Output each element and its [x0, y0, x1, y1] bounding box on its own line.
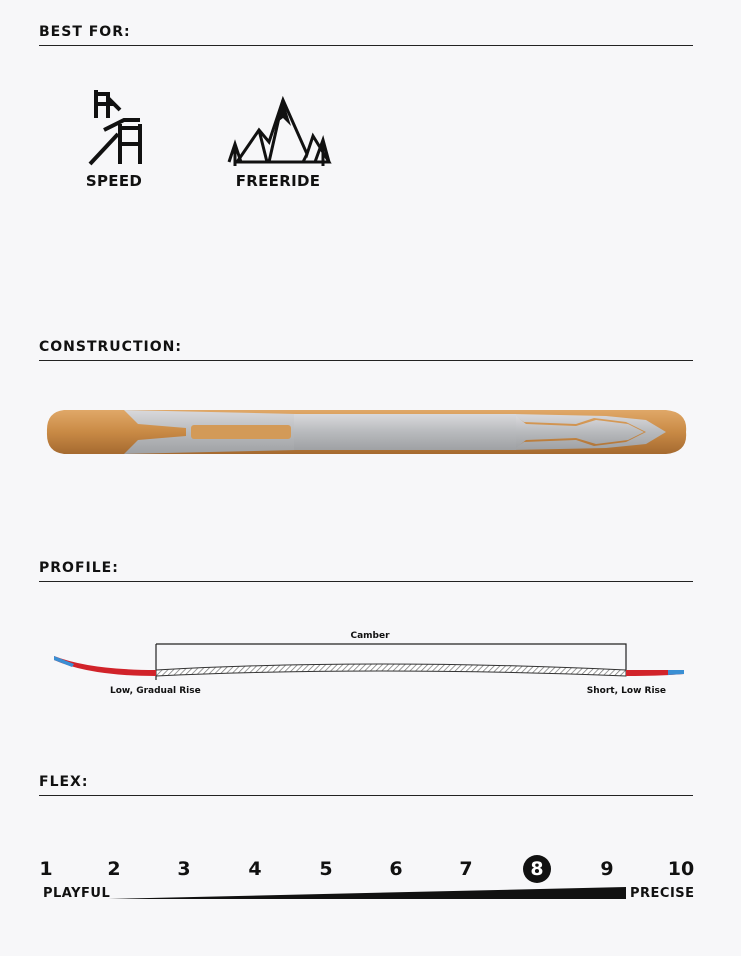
tail-rise-label: Short, Low Rise	[586, 686, 666, 696]
ski-profile-diagram	[50, 640, 686, 686]
flex-scale-8-selected: 8	[523, 855, 551, 883]
flex-divider	[39, 795, 693, 796]
flex-scale-6: 6	[389, 858, 403, 880]
ski-lift-speed-icon	[84, 88, 144, 168]
construction-title: CONSTRUCTION:	[39, 339, 182, 355]
best-for-title: BEST FOR:	[39, 24, 131, 40]
flex-scale-5: 5	[319, 858, 333, 880]
flex-scale-2: 2	[107, 858, 121, 880]
mountain-freeride-icon	[223, 96, 333, 168]
flex-scale-10: 10	[667, 858, 695, 880]
flex-wedge-bar	[108, 886, 628, 900]
ski-construction-diagram	[46, 406, 688, 458]
flex-scale-9: 9	[600, 858, 614, 880]
flex-min-label: PLAYFUL	[43, 886, 111, 901]
flex-scale-4: 4	[248, 858, 262, 880]
tip-rise-label: Low, Gradual Rise	[110, 686, 201, 696]
flex-scale-1: 1	[39, 858, 53, 880]
best-for-freeride-label: FREERIDE	[235, 172, 321, 190]
profile-title: PROFILE:	[39, 560, 119, 576]
flex-max-label: PRECISE	[630, 886, 695, 901]
construction-divider	[39, 360, 693, 361]
flex-scale-7: 7	[459, 858, 473, 880]
best-for-divider	[39, 45, 693, 46]
best-for-speed	[74, 88, 154, 190]
camber-label: Camber	[350, 631, 390, 641]
flex-title: FLEX:	[39, 774, 89, 790]
profile-divider	[39, 581, 693, 582]
best-for-freeride	[222, 96, 334, 190]
best-for-speed-label: SPEED	[85, 172, 143, 190]
flex-scale-3: 3	[177, 858, 191, 880]
